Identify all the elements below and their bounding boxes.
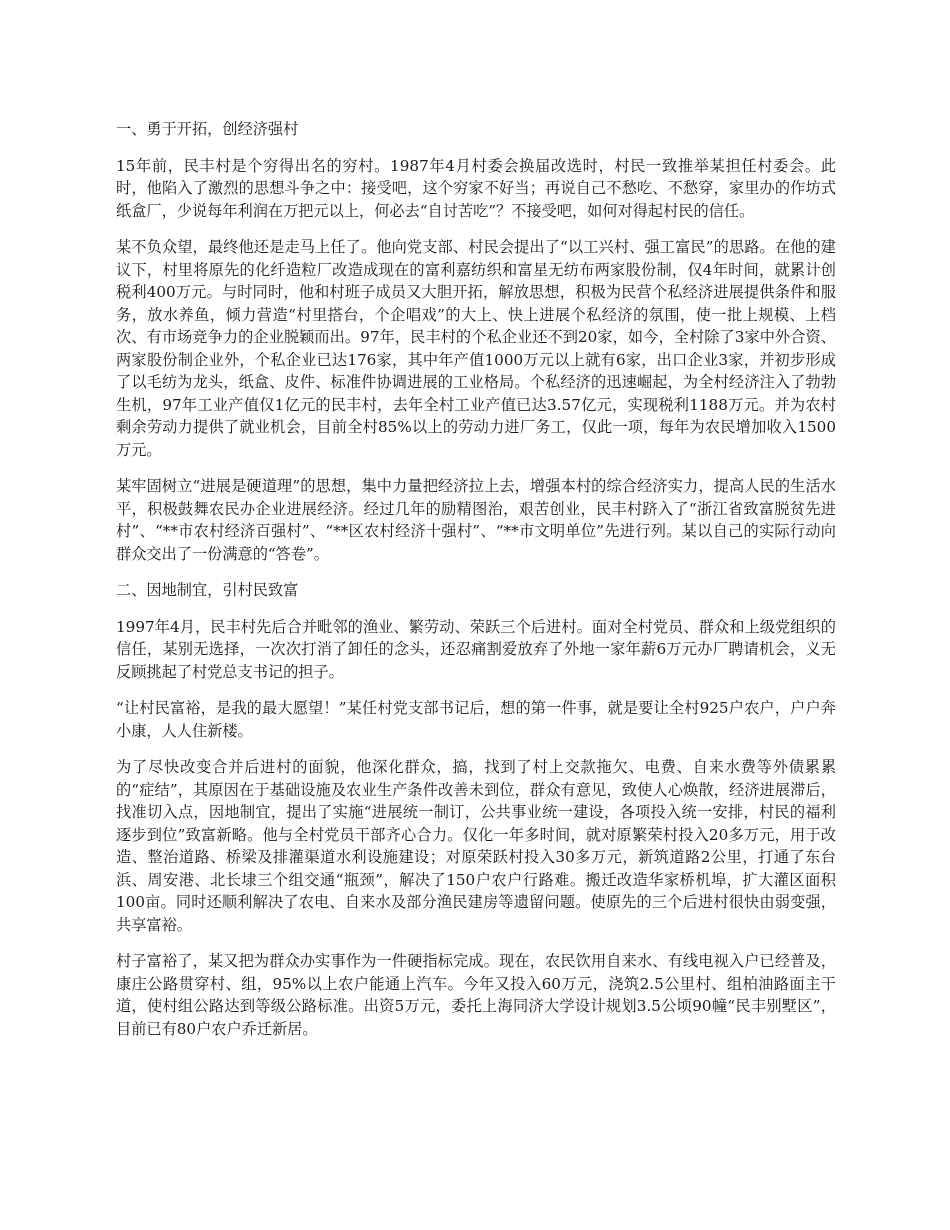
paragraph-6: 为了尽快改变合并后进村的面貌，他深化群众，搞，找到了村上交款拖欠、电费、自来水费等外债累累的“症结”，其原因在于基础设施及农业生产条件改善未到位，群众有意见，致使人心焕散，经济进展滞后，找准切入点，因地制宜，提出了实施“进展统一制订，公共事业统一建设，各项投入统一安排，村民的福利逐步到位”致富新略。他与全村党员干部齐心合力。仅化一年多时间，就对原繁荣村投入20多万元，用于改造、整治道路、桥梁及排灌渠道水利设施建设；对原荣跃村投入30多万元，新筑道路2公里，打通了东台浜、周安港、北长埭三个组交通“瓶颈”，解决了150户农户行路难。搬迁改造华家桥机埠，扩大灌区面积100亩。同时还顺利解决了农电、自来水及部分渔民建房等遗留问题。使原先的三个后进村很快由弱变强，共享富裕。: [116, 758, 836, 934]
paragraph-2: 某不负众望，最终他还是走马上任了。他向党支部、村民会提出了“以工兴村、强工富民”的思路。在他的建议下，村里将原先的化纤造粒厂改造成现在的富利嘉纺织和富星无纺布两家股份制，仅4年时间，就累计创税利400万元。与时同时，他和村班子成员又大胆开拓，解放思想，积极为民营个私经济进展提供条件和服务，放水养鱼，倾力营造“村里搭台，个企唱戏”的大上、快上进展个私经济的氛围，使一批上规模、上档次、有市场竞争力的企业脱颖而出。97年，民丰村的个私企业还不到20家，如今，全村除了3家中外合资、两家股份制企业外，个私企业已达176家，其中年产值1000万元以上就有6家，出口企业3家，并初步形成了以毛纺为龙头，纸盒、皮件、标准件协调进展的工业格局。个私经济的迅速崛起，为全村经济注入了勃勃生机，97年工业产值仅1亿元的民丰村，去年全村工业产值已达3.57亿元，实现税利1188万元。并为农村剩余劳动力提供了就业机会，目前全村85%以上的劳动力进厂务工，仅此一项，每年为农民增加收入1500万元。: [116, 238, 836, 459]
paragraph-5: “让村民富裕，是我的最大愿望！”某任村党支部书记后，想的第一件事，就是要让全村925户农户，户户奔小康，人人住新楼。: [116, 699, 836, 740]
section-heading-2: 二、因地制宜，引村民致富: [116, 581, 299, 599]
paragraph-7: 村子富裕了，某又把为群众办实事作为一件硬指标完成。现在，农民饮用自来水、有线电视入户已经普及，康庄公路贯穿村、组，95%以上农户能通上汽车。今年又投入60万元，浇筑2.5公里村、组柏油路面主干道，使村组公路达到等级公路标准。出资5万元，委托上海同济大学设计规划3.5公顷90幢“民丰别墅区”，目前已有80户农户乔迁新居。: [116, 952, 836, 1038]
section-heading-1: 一、勇于开拓，创经济强村: [116, 120, 299, 138]
document-page: [116, 118, 836, 1054]
paragraph-4: 1997年4月，民丰村先后合并毗邻的渔业、繁劳动、荣跃三个后进村。面对全村党员、群众和上级党组织的信任，某别无选择，一次次打消了卸任的念头，还忍痛割爱放弃了外地一家年薪6万元办厂聘请机会，义无反顾挑起了村党总支书记的担子。: [116, 617, 836, 681]
paragraph-3: 某牢固树立“进展是硬道理”的思想，集中力量把经济拉上去，增强本村的综合经济实力，提高人民的生活水平，积极鼓舞农民办企业进展经济。经过几年的励精图治，艰苦创业，民丰村跻入了“浙江省致富脱贫先进村”、“**市农村经济百强村”、“**区农村经济十强村”、“**市文明单位”先进行列。某以自己的实际行动向群众交出了一份满意的“答卷”。: [116, 477, 836, 563]
paragraph-1: 15年前，民丰村是个穷得出名的穷村。1987年4月村委会换届改选时，村民一致推举某担任村委会。此时，他陷入了激烈的思想斗争之中：接受吧，这个穷家不好当；再说自己不愁吃、不愁穿，家里办的作坊式纸盒厂，少说每年利润在万把元以上，何必去“自讨苦吃”？不接受吧，如何对得起村民的信任。: [116, 156, 836, 220]
